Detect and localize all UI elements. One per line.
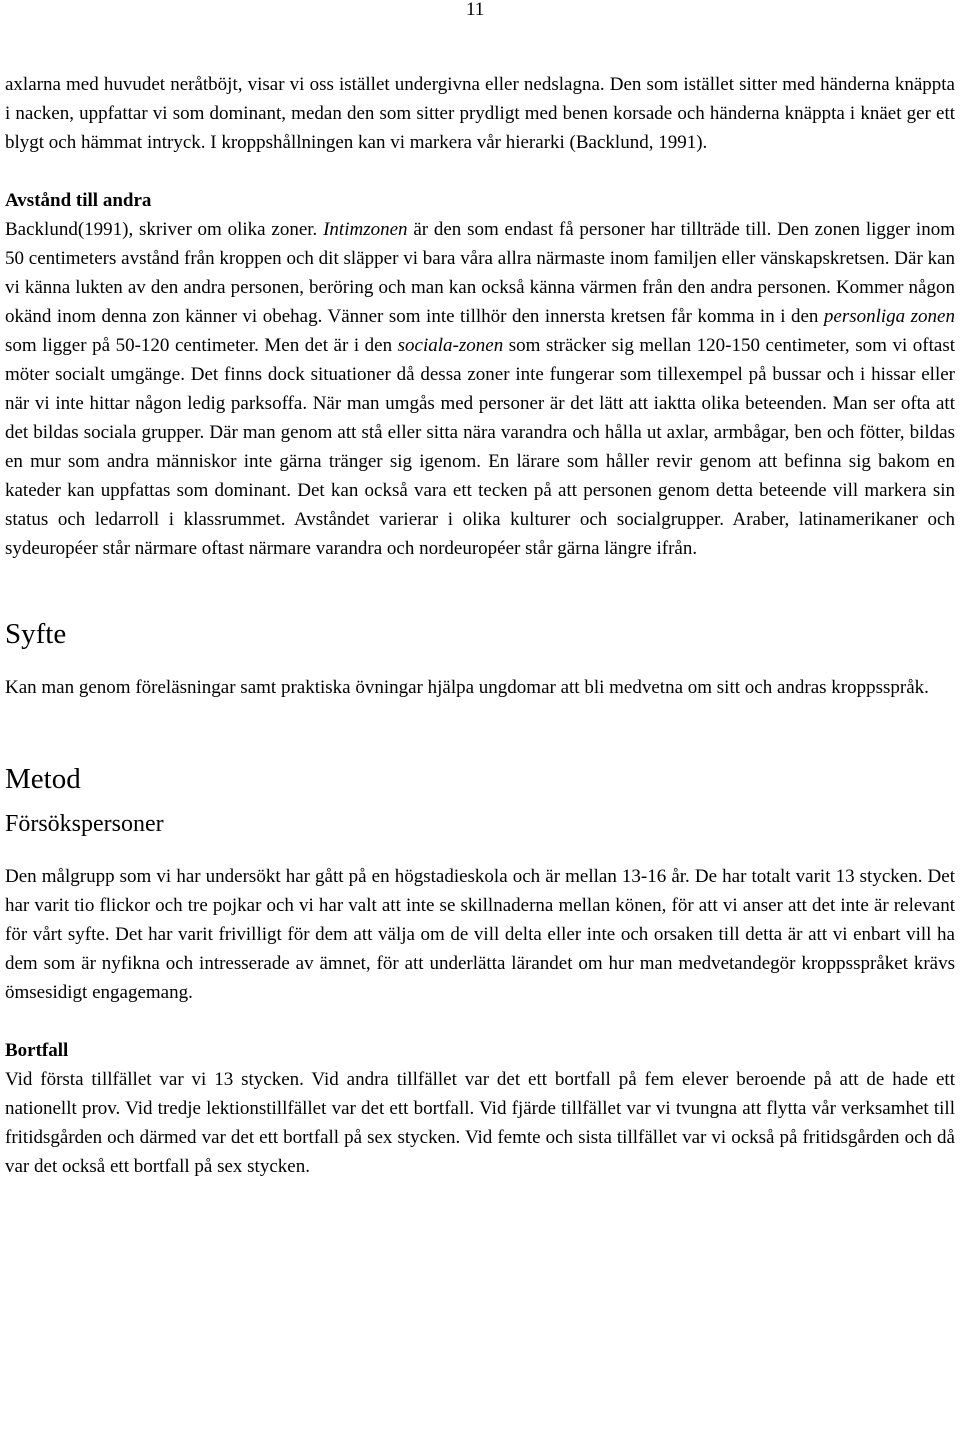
- page-number: 11: [466, 0, 485, 20]
- spacer: [5, 563, 955, 616]
- distance-text-4: som sträcker sig mellan 120-150 centimeter, som vi oftast möter socialt umgänge. Det finns dock situationer då dessa zoner inte fungerar som tillexempel på bussar och i hissar eller när vi inte hittar någon ledig parksoffa. När man umgås med personer är det lätt att iaktta olika beteenden. Man ser ofta att det bildas sociala grupper. Där man genom att stå eller sitta nära varandra och hålla ut axlar, armbågar, ben och fötter, bildas en mur som andra människor inte gärna tränger sig igenom. En lärare som håller revir genom att befinna sig bakom en kateder kan uppfattas som dominant. Det kan också vara ett tecken på att personen genom detta beteende vill markera sin status och ledarroll i klassrummet. Avståndet varierar i olika kulturer och socialgrupper. Araber, latinamerikaner och sydeuropéer står närmare oftast närmare varandra och nordeuropéer står gärna längre ifrån.: [5, 335, 955, 559]
- spacer: [5, 652, 955, 673]
- syfte-heading: Syfte: [5, 618, 67, 650]
- forsokspersoner-heading: Försökspersoner: [5, 811, 164, 837]
- metod-heading: Metod: [5, 763, 81, 795]
- distance-text-2: är den som endast få personer har tillträde till. Den zonen ligger inom 50 centimeters avstånd från kroppen och dit släpper vi bara våra allra närmaste inom familjen eller vänskapskretsen. Där kan vi känna lukten av den andra personen, beröring och man kan också känna värmen från den andra personen. Kommer någon okänd inom denna zon känner vi obehag. Vänner som inte tillhör den innersta kretsen får komma in i den: [5, 219, 955, 327]
- intimzonen-term: Intimzonen: [323, 219, 408, 240]
- forsokspersoner-paragraph: Den målgrupp som vi har undersökt har gått på en högstadieskola och är mellan 13-16 år. De har totalt varit 13 stycken. Det har varit tio flickor och tre pojkar och vi har valt att inte se skillnaderna mellan könen, för att vi anser att det inte är relevant för vårt syfte. Det har varit frivilligt för dem att välja om de vill delta eller inte och orsaken till detta är att vi enbart vill ha dem som är nyfikna och intresserade av ämnet, för att underlätta lärandet om hur man medvetandegör kroppsspråket krävs ömsesidigt engagemang.: [5, 866, 955, 1003]
- spacer: [5, 797, 955, 809]
- bortfall-paragraph: Vid första tillfället var vi 13 stycken. Vid andra tillfället var det ett bortfall på fem elever beroende på att de hade ett nationellt prov. Vid tredje lektionstillfället var det ett bortfall. Vid fjärde tillfället var vi tvungna att flytta vår verksamhet till fritidsgården och därmed var det ett bortfall på sex stycken. Vid femte och sista tillfället var vi också på fritidsgården och då var det också ett bortfall på sex stycken.: [5, 1069, 955, 1177]
- distance-heading: Avstånd till andra: [5, 190, 152, 211]
- distance-text-1: Backlund(1991), skriver om olika zoner.: [5, 219, 324, 240]
- page-content: [5, 70, 955, 1181]
- spacer: [5, 839, 955, 862]
- syfte-paragraph: Kan man genom föreläsningar samt praktiska övningar hjälpa ungdomar att bli medvetna om sitt och andras kroppsspråk.: [5, 677, 929, 698]
- spacer: [5, 1007, 955, 1036]
- intro-paragraph: axlarna med huvudet neråtböjt, visar vi oss istället undergivna eller nedslagna. Den som istället sitter med händerna knäppta i nacken, uppfattar vi som dominant, medan den som sitter prydligt med benen korsade och händerna knäppta i knäet ger ett blygt och hämmat intryck. I kroppshållningen kan vi markera vår hierarki (Backlund, 1991).: [5, 74, 955, 153]
- bortfall-heading: Bortfall: [5, 1040, 69, 1061]
- spacer: [5, 702, 955, 761]
- personliga-zonen-term: personliga zonen: [823, 306, 955, 327]
- spacer: [5, 157, 955, 186]
- distance-paragraph: [5, 215, 955, 563]
- distance-text-3: som ligger på 50-120 centimeter. Men det är i den: [5, 335, 398, 356]
- sociala-zonen-term: sociala-zonen: [397, 335, 504, 356]
